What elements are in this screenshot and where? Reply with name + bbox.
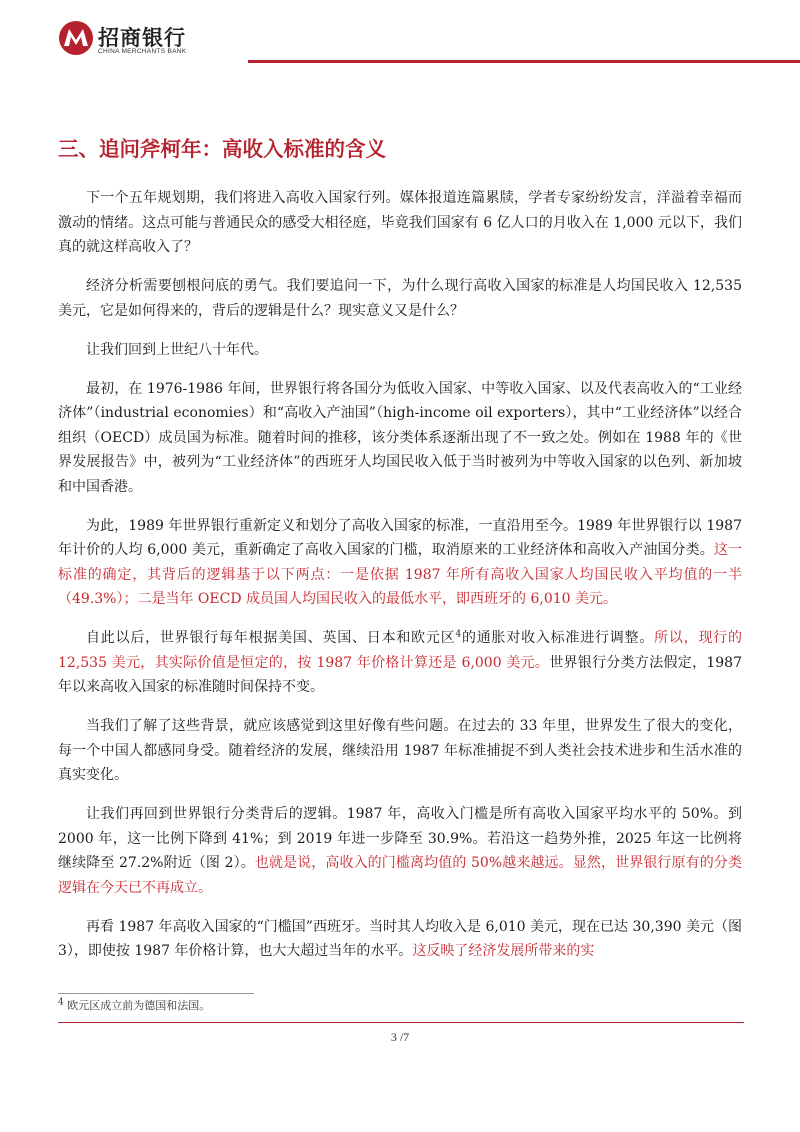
paragraph-9 <box>58 915 742 964</box>
paragraph-6-text-c: 世界银行分类方法假定，1987 年以来高收入国家的标准随时间保持不变。 <box>58 654 742 695</box>
paragraph-6-highlight: 所以，现行的 12,535 美元，其实际价值是恒定的，按 1987 年价格计算还是 6,000 美元。 <box>58 630 743 671</box>
page-number: 3 /7 <box>390 1030 410 1044</box>
footer-rule <box>58 1022 744 1023</box>
paragraph-8-highlight: 也就是说，高收入的门槛离均值的 50%越来越远。显然，世界银行原有的分类逻辑在今天已不再成立。 <box>58 855 742 896</box>
paragraph-8-text: 让我们再回到世界银行分类背后的逻辑。1987 年，高收入门槛是所有高收入国家平均水平的 50%。到 2000 年，这一比例下降到 41%；到 2019 年进一步降至 30.9%。若沿这一趋势外推，2025 年这一比例将继续降至 27.2%附近（图 2）。 <box>58 806 742 871</box>
body-text <box>58 186 742 978</box>
bank-name-cn: 招商银行 <box>98 26 186 50</box>
footnote <box>58 997 210 1013</box>
page-header <box>58 20 744 60</box>
section-title: 三、追问斧柯年：高收入标准的含义 <box>58 137 386 161</box>
footnote-reference[interactable]: 4 <box>455 629 462 640</box>
paragraph-6-text-b: 的通胀对收入标准进行调整。 <box>461 630 655 646</box>
paragraph-6-text-a: 自此以后，世界银行每年根据美国、英国、日本和欧元区 <box>86 630 456 646</box>
paragraph-6 <box>58 626 742 700</box>
china-merchants-bank-logo-icon <box>58 20 94 56</box>
paragraph-3: 让我们回到上世纪八十年代。 <box>86 341 268 358</box>
paragraph-5 <box>58 514 742 612</box>
footnote-text: 欧元区成立前为德国和法国。 <box>67 999 211 1012</box>
paragraph-4: 最初，在 1976-1986 年间，世界银行将各国分为低收入国家、中等收入国家、以及代表高收入的“工业经济体”（industrial economies）和“高收入产油国”（high-income oil exporters），其中“工业经济体”以经合组织（OECD）成员国为标准。随着时间的推移，该分类体系逐渐出现了不一致之处。例如在 1988 年的《世界发展报告》中，被列为“工业经济体”的西班牙人均国民收入低于当时被列为中等收入国家的以色列、新加坡和中国香港。 <box>58 380 742 495</box>
footnote-rule <box>58 993 254 994</box>
paragraph-5-highlight: 这一标准的确定，其背后的逻辑基于以下两点：一是依据 1987 年所有高收入国家人均国民收入平均值的一半（49.3%）；二是当年 OECD 成员国人均国民收入的最低水平，即西班牙的 6,010 美元。 <box>58 542 743 607</box>
paragraph-7: 当我们了解了这些背景，就应该感觉到这里好像有些问题。在过去的 33 年里，世界发生了很大的变化，每一个中国人都感同身受。随着经济的发展，继续沿用 1987 年标准捕捉不到人类社会技术进步和生活水准的真实变化。 <box>58 718 742 783</box>
header-rule <box>248 60 800 63</box>
paragraph-9-highlight: 这反映了经济发展所带来的实 <box>412 943 595 959</box>
bank-name-en: CHINA MERCHANTS BANK <box>98 48 187 55</box>
paragraph-2: 经济分析需要刨根问底的勇气。我们要追问一下，为什么现行高收入国家的标准是人均国民收入 12,535 美元，它是如何得来的，背后的逻辑是什么？现实意义又是什么？ <box>58 278 742 319</box>
paragraph-9-text: 再看 1987 年高收入国家的“门槛国”西班牙。当时其人均收入是 6,010 美元，现在已达 30,390 美元（图 3），即使按 1987 年价格计算，也大大超过当年的水平。 <box>58 918 742 959</box>
paragraph-1: 下一个五年规划期，我们将进入高收入国家行列。媒体报道连篇累牍，学者专家纷纷发言，洋溢着幸福而激动的情绪。这点可能与普通民众的感受大相径庭，毕竟我们国家有 6 亿人口的月收入在 1,000 元以下，我们真的就这样高收入了？ <box>58 190 742 255</box>
paragraph-8 <box>58 802 742 900</box>
paragraph-5-text: 为此，1989 年世界银行重新定义和划分了高收入国家的标准，一直沿用至今。1989 年世界银行以 1987 年计价的人均 6,000 美元，重新确定了高收入国家的门槛，取消原来的工业经济体和高收入产油国分类。 <box>58 517 742 558</box>
footnote-mark: 4 <box>58 997 64 1008</box>
